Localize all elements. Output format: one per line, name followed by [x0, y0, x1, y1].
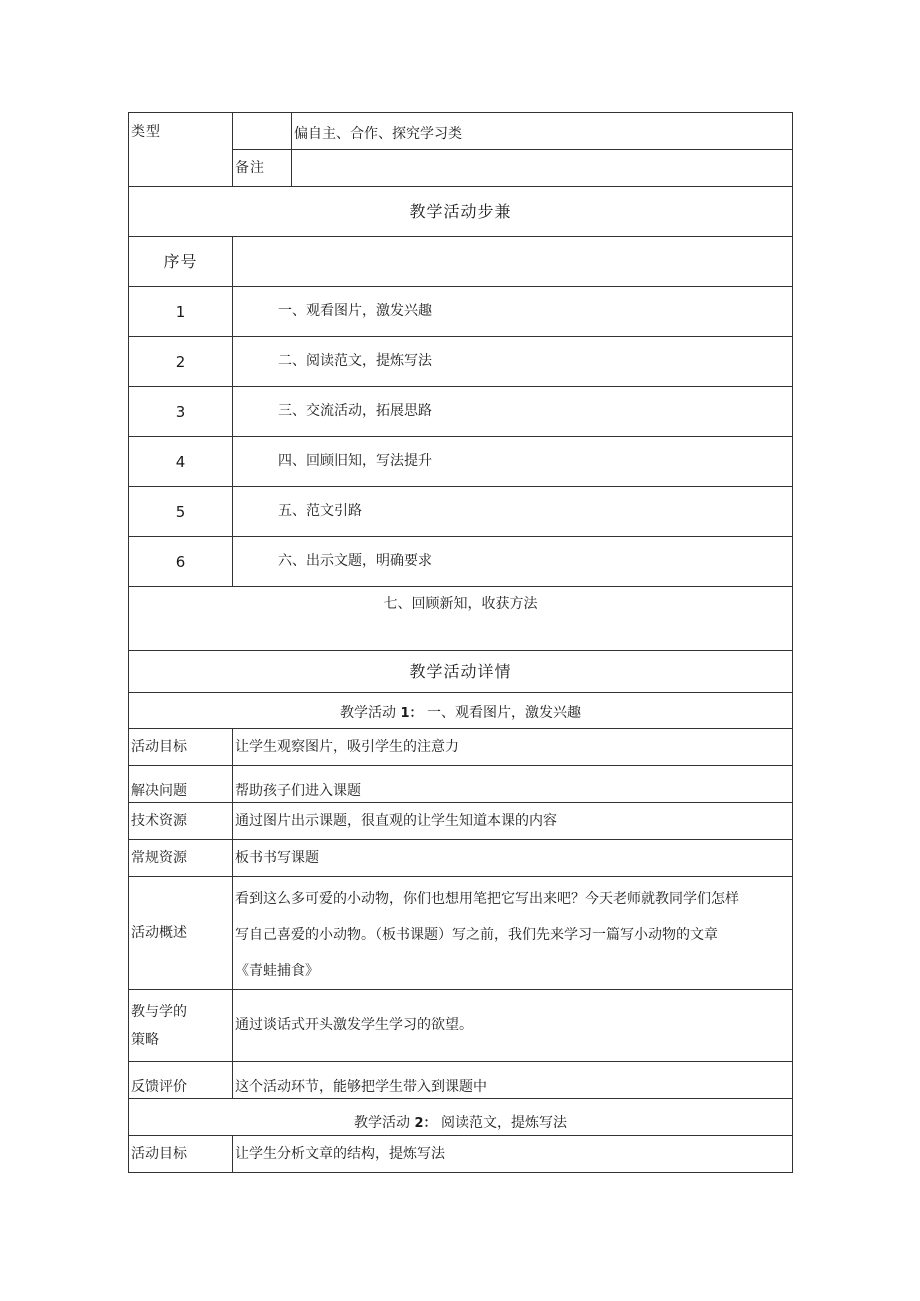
last-step-cell — [129, 587, 793, 651]
step-number-header-cell — [129, 237, 233, 287]
feedback-value: 这个活动环节，能够把学生带入到课题中 — [235, 1078, 487, 1095]
activity1-row-label: 常规资源 — [129, 840, 233, 877]
steps-section-title-cell — [129, 187, 793, 237]
activity2-title-num: 2： — [414, 1116, 437, 1132]
step-row — [129, 487, 793, 537]
step-text: 二、阅读范文，提炼写法 — [233, 337, 793, 387]
activity1-title-num: 1： — [400, 706, 423, 722]
feedback-label: 反馈评价 — [131, 1078, 187, 1095]
step-number: 4 — [129, 437, 233, 487]
activity1-row-label: 活动目标 — [129, 729, 233, 766]
activity1-row — [129, 766, 793, 803]
step-header-value-cell — [233, 237, 793, 287]
activity2-title-text: 阅读范文，提炼写法 — [440, 1115, 567, 1132]
step-row — [129, 437, 793, 487]
feedback-label-cell — [129, 1062, 233, 1099]
activity1-title-prefix: 教学活动 — [340, 705, 397, 722]
step-text: 一、观看图片，激发兴趣 — [233, 287, 793, 337]
activity1-row-value: 让学生观察图片，吸引学生的注意力 — [233, 729, 793, 766]
type-label: 类型 — [131, 124, 161, 140]
step-row — [129, 387, 793, 437]
overview-line: 看到这么多可爱的小动物，你们也想用笔把它写出来吧？今天老师就教同学们怎样 — [235, 891, 739, 907]
step-number: 5 — [129, 487, 233, 537]
strategy-label-line1: 教与学的 — [131, 1003, 187, 1020]
step-row — [129, 337, 793, 387]
step-number: 1 — [129, 287, 233, 337]
type-label-cell — [129, 113, 233, 187]
step-row — [129, 287, 793, 337]
lesson-plan-table — [128, 112, 793, 1173]
details-section-title: 教学活动详情 — [409, 661, 512, 681]
step-number-header: 序号 — [163, 251, 198, 271]
activity1-row — [129, 803, 793, 840]
remark-label-cell — [233, 150, 292, 187]
step-row — [129, 537, 793, 587]
activity1-title-cell — [129, 693, 793, 729]
activity2-title-cell — [129, 1099, 793, 1136]
remark-label: 备注 — [235, 159, 265, 176]
type-value-cell — [292, 113, 793, 150]
overview-text-cell — [233, 877, 793, 990]
strategy-label-line2: 策略 — [131, 1031, 159, 1048]
activity1-row-value: 通过图片出示课题，很直观的让学生知道本课的内容 — [233, 803, 793, 840]
remark-value-cell — [292, 150, 793, 187]
step-number: 6 — [129, 537, 233, 587]
overview-label: 活动概述 — [131, 924, 187, 941]
step-text: 六、出示文题，明确要求 — [233, 537, 793, 587]
feedback-value-cell — [233, 1062, 793, 1099]
strategy-value: 通过谈话式开头激发学生学习的欲望。 — [235, 1017, 473, 1034]
strategy-value-cell — [233, 990, 793, 1062]
lesson-plan-sheet — [128, 112, 792, 1173]
activity1-row-value: 帮助孩子们进入课题 — [233, 766, 793, 803]
activity2-row — [129, 1136, 793, 1173]
activity1-row — [129, 840, 793, 877]
type-spacer-cell — [233, 113, 292, 150]
details-section-title-cell — [129, 651, 793, 693]
step-text: 三、交流活动，拓展思路 — [233, 387, 793, 437]
overview-label-cell — [129, 877, 233, 990]
overview-line: 写自己喜爱的小动物。（板书课题）写之前，我们先来学习一篇写小动物的文章 — [235, 927, 718, 943]
step-text: 五、范文引路 — [233, 487, 793, 537]
last-step-text: 七、回顾新知，收获方法 — [383, 596, 538, 612]
activity2-row-value: 让学生分析文章的结构，提炼写法 — [233, 1136, 793, 1173]
activity1-row-label: 解决问题 — [129, 766, 233, 803]
activity1-row — [129, 729, 793, 766]
step-number: 3 — [129, 387, 233, 437]
steps-section-title: 教学活动步兼 — [409, 201, 512, 221]
activity1-row-value: 板书书写课题 — [233, 840, 793, 877]
overview-line: 《青蛙捕食》 — [235, 963, 319, 979]
step-text: 四、回顾旧知，写法提升 — [233, 437, 793, 487]
step-number: 2 — [129, 337, 233, 387]
activity2-title-prefix: 教学活动 — [354, 1115, 411, 1132]
strategy-label-cell — [129, 990, 233, 1062]
activity1-row-label: 技术资源 — [129, 803, 233, 840]
type-value: 偏自主、合作、探究学习类 — [294, 126, 462, 142]
activity1-title-text: 一、观看图片，激发兴趣 — [426, 705, 581, 722]
activity2-row-label: 活动目标 — [129, 1136, 233, 1173]
